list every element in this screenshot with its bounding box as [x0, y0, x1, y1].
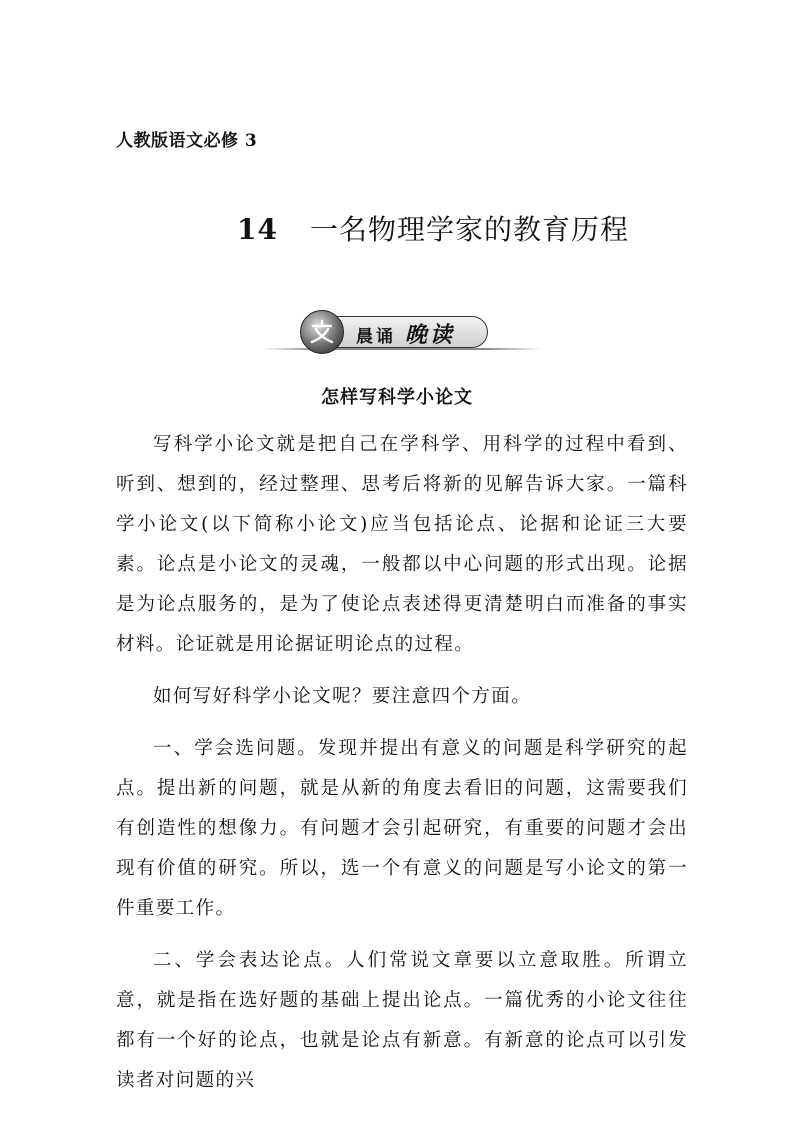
banner-small-text: 晨诵 [356, 327, 396, 347]
lesson-title-text: 一名物理学家的教育历程 [309, 213, 629, 246]
article-body [116, 425, 688, 1101]
lesson-title [0, 208, 794, 248]
paragraph: 二、学会表达论点。人们常说文章要以立意取胜。所谓立意，就是指在选好题的基础上提出论点。一篇优秀的小论文往往都有一个好的论点，也就是论点有新意。有新意的论点可以引发读者对问题的兴 [116, 950, 688, 1091]
paragraph: 一、学会选问题。发现并提出有意义的问题是科学研究的起点。提出新的问题，就是从新的角度去看旧的问题，这需要我们有创造性的想像力。有问题才会引起研究，有重要的问题才会出现有价值的研究。所以，选一个有意义的问题是写小论文的第一件重要工作。 [116, 738, 688, 919]
wen-character-glyph [308, 318, 336, 346]
paragraph: 写科学小论文就是把自己在学科学、用科学的过程中看到、听到、想到的，经过整理、思考后将新的见解告诉大家。一篇科学小论文(以下简称小论文)应当包括论点、论据和论证三大要素。论点是小论文的灵魂，一般都以中心问题的形式出现。论据是为论点服务的，是为了使论点表述得更清楚明白而准备的事实材料。论证就是用论据证明论点的过程。 [116, 434, 688, 655]
wen-character-icon [300, 310, 344, 354]
course-header: 人教版语文必修 3 [116, 131, 258, 151]
section-banner [262, 310, 542, 354]
article-title: 怎样写科学小论文 [321, 387, 473, 408]
lesson-number: 14 [237, 213, 278, 246]
paragraph: 如何写好科学小论文呢？要注意四个方面。 [153, 686, 532, 707]
banner-big-text: 晚读 [404, 322, 455, 348]
banner-text [356, 318, 455, 349]
